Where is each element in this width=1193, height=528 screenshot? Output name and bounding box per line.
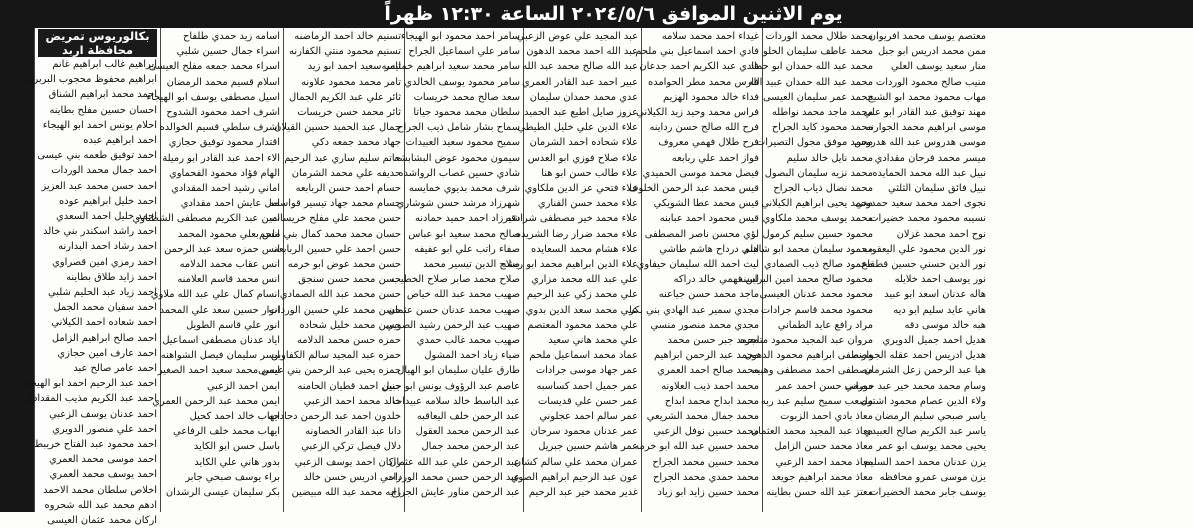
- name-entry: ثائر علي عبد الكريم الجمال: [289, 91, 401, 103]
- name-entry: عون عبد الرحيم ابراهيم الصوي: [510, 471, 638, 483]
- name-entry: غدير محمد خير عبد الرحيم: [528, 487, 638, 499]
- name-entry: اسيل مصطفى يوسف ابو الهيجاء: [146, 91, 280, 103]
- name-entry: الاء احمد عبد القادر ابو رميلة: [162, 152, 280, 164]
- name-entry: بكر سليمان عيسى الرشدان: [165, 487, 280, 499]
- name-entry: ليث احمد الله سليمان حيفاوي: [636, 259, 759, 271]
- name-entry: باسل حسن ابو الكايد: [193, 441, 280, 453]
- name-entry: معاذ محمد حسن الزامل: [774, 441, 873, 453]
- name-entry: محمد صالح احمد العمري: [657, 365, 759, 377]
- name-entry: علي محمد زكي عبد الرحيم: [526, 289, 638, 301]
- name-entry: محمد عاطف سليمان الحلو: [763, 46, 873, 58]
- name-entry: انسام كمال علي عبد الله ملاوي: [150, 289, 280, 301]
- name-entry: صلاح محمد صابر صلاح الخطيب: [391, 274, 520, 286]
- name-entry: محمد عبد الله حمدان ابو حماد: [749, 61, 873, 73]
- name-entry: نبيل عبد الله محمد الحمايده: [872, 167, 986, 179]
- name-entry: نجوى احمد محمد سعيد حمدوني: [855, 198, 986, 210]
- name-entry: ياسر صبحي سليم الرمضان: [874, 411, 986, 423]
- name-entry: طارق عليان سليمان ابو الهيال: [397, 365, 520, 377]
- name-entry: صالح محمد سعيد ابو عباس: [408, 228, 520, 240]
- name-entry: اسراء محمد جمعه مفلح العيسى: [148, 61, 280, 73]
- name-entry: عاصم عبد الرؤوف يونس ابو جبيل: [382, 380, 520, 392]
- name-entry: احمد محمود عبد الفتاح خريبط: [34, 439, 157, 451]
- name-entry: حسن محمد علي مفلح خريسات: [270, 213, 401, 225]
- name-entry: نور يوسف احمد خلايله: [894, 274, 986, 286]
- name-entry: علاء محمد خير مصطفى شرادقه: [505, 213, 638, 225]
- name-entry: رامي ادريس حسن خالد: [303, 471, 401, 483]
- name-entry: احمد علي منصور الدويري: [52, 423, 157, 435]
- name-entry: علي محمد محمود المعتصم: [527, 319, 638, 331]
- name-column-5: [501, 28, 641, 512]
- name-column-4: [381, 28, 523, 512]
- name-entry: حسن محمد عبد الله الصمادي: [279, 289, 401, 301]
- name-entry: نور الدين محمود علي اليعقوب: [862, 243, 986, 255]
- name-entry: عبد المجيد علي عوض الزعبي: [516, 31, 638, 42]
- name-entry: براء يوسف صبحي جابر: [185, 471, 280, 483]
- name-entry: اركان محمد عثمان العيسى: [47, 515, 157, 527]
- name-entry: اخلاص سلطان محمد الاحمد: [43, 484, 157, 496]
- name-entry: فادي عبد الكريم احمد جدعان: [639, 61, 759, 73]
- name-entry: احمد عبد الكريم مذيب المقدادي: [25, 393, 157, 405]
- name-entry: فيصل محمد موسى الحميدي: [642, 167, 759, 179]
- name-entry: محمد موفق مجول التصيرات: [755, 137, 873, 149]
- name-entry: مجدي محمد منصور منسي: [650, 319, 759, 331]
- name-entry: احمد عامر صالح عبد: [73, 363, 157, 375]
- name-entry: احمد رمزي امين قصراوي: [52, 256, 157, 268]
- name-entry: سعد صالح محمد خريسات: [413, 91, 520, 103]
- name-entry: محمود صالح ذيب الصمادي: [763, 259, 873, 271]
- name-column-7: [738, 28, 876, 512]
- name-entry: دانا عبد القادر الخصاونه: [305, 426, 401, 438]
- name-entry: ابراهيم محفوظ محجوب البربري: [25, 74, 157, 86]
- name-entry: انس بعلي محمود المحمد: [177, 228, 280, 240]
- name-entry: ممن محمد ادريس ابو جبل: [877, 46, 986, 58]
- name-entry: علاء شحاده احمد الشرمان: [529, 137, 638, 149]
- name-entry: مراد رافع عايد الطماني: [777, 319, 873, 331]
- name-entry: محمود صالح محمد امين البراسنه: [738, 274, 873, 286]
- name-entry: عبد الرحمن حسن محمد الوردات: [385, 471, 520, 483]
- name-entry: دلال فيصل تركي الزعبي: [301, 441, 401, 453]
- name-entry: احمد راشد اسكندر بني خالد: [43, 226, 157, 238]
- name-entry: هديل ادريس احمد عقله الجوارنه: [853, 350, 986, 362]
- name-entry: اشرف سلطي قسيم الخوالده: [159, 122, 280, 134]
- name-entry: صلاح الدين تيسير محمد: [423, 259, 520, 271]
- name-entry: ايمن محمد عبد الرحمن العمري: [152, 395, 280, 407]
- name-entry: احمد محمد ابراهيم الشناق: [48, 89, 157, 101]
- name-entry: علاء طالب حسن ابو هنا: [541, 167, 638, 179]
- name-entry: احمد سفيان محمد الجمل: [53, 302, 157, 314]
- name-entry: امين عبد الكريم مصطفى الشطناوي: [132, 213, 280, 225]
- name-entry: سامر محمود يوسف الخالدي: [404, 76, 520, 88]
- name-entry: احمد عبد الرحيم احمد ابو الهيجاء: [23, 378, 157, 390]
- name-entry: يزن عدنان محمد احمد السليم: [864, 456, 986, 468]
- name-entry: حسن محمد خليل شحاده: [299, 319, 401, 331]
- name-entry: شيرزاد احمد حميد حمادنه: [414, 213, 520, 225]
- name-entry: محمد حسين نوفل الزعبي: [653, 426, 759, 438]
- name-entry: حسام احمد حسن الربابعه: [295, 183, 401, 195]
- name-entry: سميح محمود سعيد العبيدات: [405, 137, 520, 149]
- name-entry: نسيبه محمود محمد خضيرات: [869, 213, 986, 225]
- name-entry: تسنيم خالد احمد الرماضنه: [294, 31, 401, 42]
- name-entry: علاء الدين ابراهيم محمد ابو ريشه: [501, 259, 638, 271]
- name-entry: شادي حسين غصاب الرواشده: [398, 167, 520, 179]
- name-entry: احمد ابراهيم عبده: [83, 135, 157, 147]
- name-entry: احمد يوسف محمد العمري: [49, 469, 157, 481]
- name-entry: هاني عايد سليم ابو ديه: [893, 304, 986, 316]
- name-entry: محمود محمد عدنان العيسى: [759, 289, 873, 301]
- name-entry: عبد الرحمن مناور عايش الجراح: [391, 487, 520, 499]
- name-entry: محمود حسين سليم كرمول: [762, 228, 873, 240]
- name-entry: احمد زايد طلاق بطاينه: [66, 271, 157, 283]
- name-column-8: [844, 28, 989, 512]
- name-entry: حنين احمد قطيان الحامنه: [297, 380, 401, 392]
- name-entry: علاء الدين علي خليل الطيطي: [517, 122, 638, 134]
- name-entry: مهند توفيق عبد القادر ابو علي: [863, 107, 986, 119]
- name-entry: نور الدين حسني حسين قطقاع: [861, 259, 986, 271]
- name-entry: صهيب عبد الرحمن رشيد الصويي: [385, 319, 520, 331]
- name-entry: محمد جمال محمد الشريعي: [646, 411, 759, 423]
- name-entry: يزن موسى عمرو محافظه: [879, 471, 986, 483]
- name-entry: مروان عبد المجيد محمود متاجره: [740, 335, 873, 347]
- name-entry: ماجد محمد حسن جياعنه: [658, 289, 759, 301]
- name-entry: عمر حسن علي قديسات: [537, 395, 638, 407]
- name-entry: صهيب محمد غالب حمدي: [416, 335, 520, 347]
- name-entry: محمد نضال ذياب الجراح: [773, 183, 873, 195]
- name-entry: هيا عبد الرحمن زعل الشرمان: [863, 365, 986, 377]
- name-entry: احمد رشاد احمد البدارنه: [58, 241, 157, 253]
- name-entry: امل عايش احمد مقدادي: [180, 198, 280, 210]
- name-entry: احمد عارف امين حجازي: [57, 347, 157, 359]
- name-entry: احمد خليل احمد السعدي: [56, 211, 157, 223]
- name-entry: صهيب محمد عبد الله خياص: [406, 289, 520, 301]
- name-entry: مصعب حسن احمد عمر: [776, 380, 873, 392]
- name-entry: عمران محمد علي سالم كشان: [513, 456, 638, 468]
- name-entry: عمر عدنان محمود سرحان: [530, 426, 638, 438]
- name-entry: رايه محمد عبد الله مبيضين: [291, 487, 401, 499]
- name-column-2: [132, 28, 283, 512]
- name-entry: حمزه يحيى عبد الرحمن بني عيسى: [258, 365, 401, 377]
- name-entry: تامر سعيد احمد ابو زيد: [307, 61, 401, 73]
- name-entry: حمزه حسن محمد الدلامه: [297, 335, 401, 347]
- name-entry: لؤي محسن ناصر المصطفى: [644, 228, 759, 240]
- name-entry: حسان محمد محمد كمال بني ملحم: [258, 228, 401, 240]
- name-entry: ادهم محمد عبد الله شحروه: [44, 499, 157, 511]
- name-entry: عبير احمد عبد القادر العمري: [522, 76, 638, 88]
- name-entry: غيداء احمد محمد سلامه: [661, 31, 759, 42]
- name-entry: اقتدار محمود توفيق حجازي: [168, 137, 280, 149]
- name-entry: مصعب سميح سليم عبد ربه: [760, 395, 873, 407]
- name-entry: فرح طلال فهمي معروف: [658, 137, 759, 149]
- name-entry: احمد خليل ابراهيم عوده: [59, 195, 157, 207]
- name-entry: محمد جبر حسن محمد: [667, 335, 759, 347]
- name-entry: محمد حمدي محمد الجراح: [653, 471, 759, 483]
- name-entry: احمد صالح ابراهيم الزامل: [51, 332, 157, 344]
- name-entry: محمد احمد ذيب العلاونه: [661, 380, 759, 392]
- name-entry: مهاب محمود محمد ابو الشيح: [867, 91, 986, 103]
- name-entry: اسلام قسيم محمد الرمضان: [166, 76, 280, 88]
- name-entry: محمود محمد قاسم جرادات: [760, 304, 873, 316]
- name-entry: احسان حسين مفلح بطاينه: [49, 104, 157, 116]
- name-entry: اسراء جمال حسين شلبي: [176, 46, 280, 58]
- name-entry: عماد محمد اسماعيل ملحم: [529, 350, 638, 362]
- name-entry: علاء محمد حسن الفناري: [537, 198, 638, 210]
- name-entry: اشرف احمد محمود الشدوح: [166, 107, 280, 119]
- name-entry: معاذ بادي احمد الزبوت: [780, 411, 873, 423]
- name-entry: هديل احمد جميل الدويري: [882, 335, 986, 347]
- name-entry: حسن محمد عوض ابو خرمه: [287, 259, 401, 271]
- name-entry: حسن محمد علي حسين الوردات: [268, 304, 401, 316]
- name-entry: قيس محمد عطا الشويكي: [653, 198, 759, 210]
- name-entry: عمر هاشم حسين جبريل: [538, 441, 638, 453]
- name-entry: ضياء زياد احمد المشول: [424, 350, 520, 362]
- name-entry: سلطان محمد محمود جياتا: [413, 107, 520, 119]
- name-entry: علاء محمد ضرار رضا الشريده: [515, 228, 638, 240]
- name-entry: احمد حسن محمد عبد العزيز: [41, 180, 157, 192]
- name-entry: فرح الله صالح حسن رداينه: [649, 122, 759, 134]
- name-entry: راكان احمد يوسف الزعبي: [294, 456, 401, 468]
- name-entry: محمد عبد الرحمن ابراهيم: [653, 350, 759, 362]
- section-title: بكالوريوس تمريض: [45, 29, 150, 43]
- name-entry: محمد عمر سليمان العيسى: [762, 91, 873, 103]
- name-entry: ميسر محمد فرحان مقدادي: [874, 152, 986, 164]
- name-entry: فداء خالد محمود الهزيم: [663, 91, 759, 103]
- name-entry: محمد نايل خالد سليم: [786, 152, 873, 164]
- name-entry: عمر جهاد موسى جرادات: [535, 365, 638, 377]
- section-header: [38, 29, 157, 57]
- name-entry: عزوز صايل اطيع عبد الحميد: [524, 107, 638, 119]
- name-entry: سامر احمد محمود ابو الهيجاء: [400, 31, 520, 42]
- name-entry: علاء صلاح فوزي ابو العدس: [527, 152, 638, 164]
- name-entry: عبد الرحمن محمد جمال: [421, 441, 520, 453]
- name-entry: ايمن احمد الزعبي: [206, 380, 280, 392]
- name-entry: عدي محمد حمدان سليمان: [529, 91, 638, 103]
- name-column-6: [628, 28, 762, 512]
- name-entry: تسنيم محمود منتي الكفارنه: [289, 46, 401, 58]
- name-entry: شرف محمد بديوي خمايسه: [408, 183, 520, 195]
- name-entry: هبه خالد موسى دقه: [904, 319, 986, 331]
- name-entry: مصطفى ابراهيم محمود الدهون: [744, 350, 873, 362]
- name-entry: احمد جمال محمد الوردات: [51, 165, 157, 177]
- name-entry: معاذ عبد المجيد محمد العثمان: [750, 426, 873, 438]
- name-entry: ياسر عبد الكريم صالح العبيدي: [863, 426, 986, 438]
- name-entry: موسى هدروس عبد الله هدروس: [854, 137, 986, 149]
- name-entry: هاله عدنان اسعد ابو عبيد: [884, 289, 986, 301]
- name-entry: خالد محمد احمد الزعبي: [303, 395, 401, 407]
- section-subtitle: محافظة اربد: [62, 43, 133, 57]
- name-entry: محمد حسين محمد الجراح: [652, 456, 759, 468]
- name-entry: عبد الله احمد محمد الدهون: [526, 46, 638, 58]
- name-entry: سيمون محمود عوض البشابشه: [394, 152, 520, 164]
- name-entry: يوسف جابر محمد الخضيرات: [869, 487, 986, 499]
- name-entry: احمد توفيق طعمه بني عيسى: [37, 150, 157, 162]
- name-entry: محمد يوسف محمد ملكاوي: [762, 213, 873, 225]
- name-entry: يحيى محمد يوسف ابو عمر: [876, 441, 986, 453]
- name-entry: انوار حسين سعد علي المحمد: [159, 304, 280, 316]
- name-entry: ثائر محمد حسن خريسات: [297, 107, 401, 119]
- name-entry: وسام محمد محمد خير عبد حوراني: [844, 380, 986, 392]
- name-entry: عمر جميل احمد كساسبه: [536, 380, 638, 392]
- name-entry: صفاء راتب علي ابو عفيفه: [414, 243, 520, 255]
- name-entry: حاتم سليم ساري عبد الرحيم: [284, 152, 401, 164]
- name-entry: اماني رشيد احمد المقدادي: [171, 183, 280, 195]
- name-entry: حسام محمد جهاد تيسير قواسمه: [268, 198, 401, 210]
- name-entry: حمزه عبد المجيد سالم الكفاوين: [270, 350, 401, 362]
- name-entry: صهيب محمد عدنان حسن عثمان: [387, 304, 520, 316]
- name-entry: ايهاب خالد احمد كحيل: [189, 411, 280, 423]
- name-entry: ايسر سليمان فيصل الشواهنه: [160, 350, 280, 362]
- name-entry: لين فهمي خالد دراكه: [673, 274, 759, 286]
- name-entry: علي محمد سعد الدين بدوي: [525, 304, 638, 316]
- name-entry: محمد حسين عبد الله ابو خرمه: [634, 441, 759, 453]
- name-entry: قيس محمود احمد عبابنه: [659, 213, 759, 225]
- name-entry: مصطفى احمد مصطفى وهبيه: [752, 365, 873, 377]
- name-entry: انس حمزه سعد عبد الرحمن: [164, 243, 280, 255]
- name-entry: احمد زياد عبد الحليم شلبي: [48, 287, 157, 299]
- name-entry: محمد عبد الله حمدان عبيد الله: [748, 76, 873, 88]
- name-entry: سامر محمد سعيد ابراهيم خمايسه: [381, 61, 520, 73]
- name-entry: عبد الرحمن خلف اليعاقبه: [416, 411, 520, 423]
- name-entry: بدور هاني علي الكايد: [194, 456, 280, 468]
- name-entry: لبنى درداح هاشم طاشي: [659, 243, 759, 255]
- name-entry: عبد الباسط خالد سلامه عبيدات: [392, 395, 520, 407]
- name-entry: اياد عدنان مصطفى اسماعيل: [162, 335, 280, 347]
- name-entry: نبيل فائق سليمان الثلثي: [887, 183, 986, 195]
- banner-title: يوم الاثنين الموافق ٢٠٢٤/٥/٦ الساعة ١٢:٣٠ ظهراً: [34, 0, 1193, 28]
- name-entry: محمد نزيه سليمان البصول: [764, 167, 873, 179]
- name-entry: ايمن محمد سعيد احمد الصغير: [157, 365, 280, 377]
- name-entry: منيب صالح محمود الوردات: [875, 76, 986, 88]
- name-entry: ابراهيم غالب ابراهيم غانم: [52, 59, 157, 70]
- name-entry: قيس محمد عبد الرحمن الخلوف: [628, 183, 759, 195]
- name-entry: محمد محمود كايد الجراح: [771, 122, 873, 134]
- name-entry: عبد الرحمن محمد العقول: [415, 426, 520, 438]
- name-entry: سماح بشار شامل ذيب الجراح: [397, 122, 520, 134]
- name-entry: علاء فتحي عز الدين ملكاوي: [524, 183, 638, 195]
- name-entry: حسن احمد علي حسين الربابعه: [273, 243, 401, 255]
- name-entry: حديفه علي محمد الشرمان: [291, 167, 401, 179]
- name-columns: [23, 28, 1193, 527]
- name-entry: مجدي سمير عبد الهادي بني بكر: [629, 304, 759, 316]
- name-entry: عمر سالم احمد عجلوني: [539, 411, 638, 423]
- name-entry: تامر محمد محمود علاونه: [301, 76, 401, 88]
- name-entry: اسامه زيد حمدي طلفاح: [183, 31, 280, 42]
- name-entry: ايهاب محمد خلف الرفاعي: [173, 426, 280, 438]
- name-column-1: [23, 28, 160, 527]
- name-entry: فراس محمد وحيد زيد الكيلاني: [636, 107, 759, 119]
- name-entry: محمد طلال محمد الوردات: [765, 31, 873, 42]
- name-entry: فادي احمد اسماعيل بني ملحم: [635, 46, 759, 58]
- name-entry: انس عقاب محمد الدلامه: [179, 259, 280, 271]
- name-entry: احلام يونس احمد ابو الهيجاء: [42, 119, 157, 131]
- name-entry: معاذ محمد ابراهيم جويعد: [771, 471, 873, 483]
- name-entry: انور علي قاسم الطويل: [186, 319, 280, 331]
- name-entry: معتز عبد الله حسن بطاينه: [766, 487, 873, 499]
- name-entry: الهام فؤاد محمود الفحماوي: [168, 167, 280, 179]
- name-entry: نوح احمد محمد غزلان: [896, 228, 986, 240]
- name-entry: معتصم يوسف محمد افريوان: [868, 31, 986, 42]
- name-entry: سامر علي اسماعيل الجراح: [408, 46, 520, 58]
- name-entry: محمد ماجد محمد نواطله: [771, 107, 873, 119]
- name-entry: جمال عبد الحميد حسين القيلان: [274, 122, 401, 134]
- name-entry: موسى ابراهيم محمد الجوارنه: [865, 122, 986, 134]
- name-entry: شهرزاد مرشد حسن شوشاري: [396, 198, 520, 210]
- name-entry: محمود سليمان محمد ابو شاهلم: [743, 243, 873, 255]
- name-entry: ولاء الدين عصام محمود اشتول: [860, 395, 986, 407]
- name-entry: احمد عدنان يوسف الزعبي: [49, 408, 157, 420]
- name-entry: معاذ محمد احمد الزعبي: [775, 456, 873, 468]
- name-entry: خلدون احمد عبد الرحمن دحادحه: [268, 411, 401, 423]
- name-entry: علي عبد الله محمد مزاري: [531, 274, 638, 286]
- name-entry: احمد شعاده احمد الكيلاني: [51, 317, 157, 329]
- name-entry: احمد موسى محمد العمري: [48, 454, 157, 466]
- name-entry: عبد الله صالح محمد عبد الله: [522, 61, 638, 73]
- name-entry: محمد ابداح محمد ابداح: [664, 395, 759, 407]
- name-entry: فواز احمد علي ربابعه: [671, 152, 759, 164]
- name-entry: جهاد محمد جمعه دكي: [311, 137, 401, 149]
- name-entry: عبد الرحمن علي عبد الله عثمان: [389, 456, 520, 468]
- name-entry: محمد حسين زايد ابو زياد: [657, 487, 759, 499]
- name-entry: منار سعيد يوسف العلي: [890, 61, 986, 73]
- name-entry: علاء هشام محمد السعايده: [531, 243, 638, 255]
- name-entry: محمد يحيى ابراهيم الكيلاني: [761, 198, 873, 210]
- name-column-3: [258, 28, 404, 512]
- name-entry: انس محمد قاسم العلامنه: [177, 274, 280, 286]
- name-entry: حسن محمد حسن سنجق: [298, 274, 401, 286]
- name-entry: علي محمد هاني سعيد: [548, 335, 638, 347]
- name-entry: فارس محمد مطر الحوامده: [648, 76, 759, 88]
